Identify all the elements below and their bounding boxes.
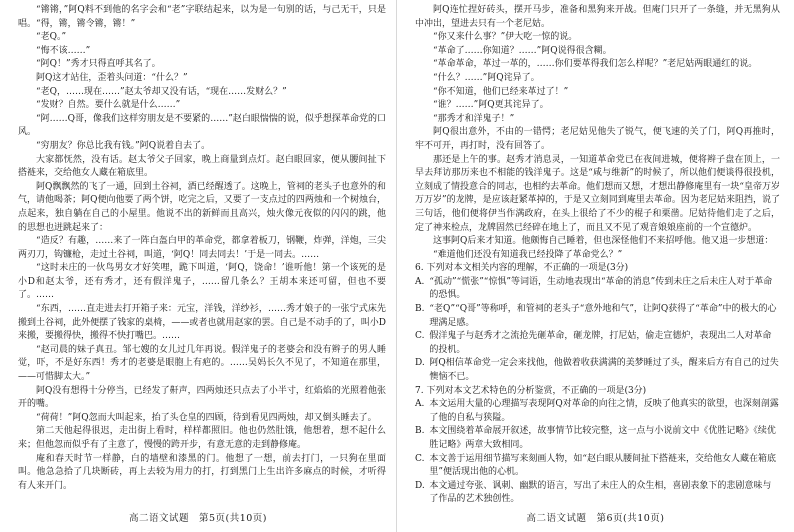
story-paragraph: “造反？有趣，……来了一阵白盔白甲的革命党，都拿着板刀，钢鞭，炸弹，洋炮，三尖两刃刀，钩镰枪，走过土谷祠，叫道，‘阿Q！同去同去！’于是一同去。…… (18, 236, 386, 260)
question-stem: 6. 下列对本文相关内容的理解，不正确的一项是(3分) (415, 263, 629, 274)
answer-option (415, 453, 780, 480)
option-text: 本文运用大量的心理描写表现阿Q对革命的向往之情，反映了他真实的欲望，也深刻剖露了他的自私与狭隘。 (429, 399, 779, 423)
option-text: 本文通过夸张、讽刺、幽默的语言，写出了未庄人的众生相，喜剧表象下的悲剧意味与了作品的艺术独创性。 (429, 480, 772, 505)
answer-option (415, 425, 780, 452)
question-stem: 7. 下列对本文艺术特色的分析鉴赏，不正确的一项是(3分) (415, 385, 647, 396)
option-letter: C. (415, 453, 425, 464)
story-paragraph: “革命了……你知道？……”阿Q说得很含糊。 (433, 45, 612, 56)
option-letter: D. (415, 358, 425, 369)
option-letter: B. (415, 304, 425, 315)
story-paragraph: 这事阿Q后来才知道。他颇悔自己睡着，但也深怪他们不来招呼他。他又退一步想道： (433, 236, 774, 247)
answer-option (415, 330, 780, 357)
story-paragraph: 那还是上午的事。赵秀才消息灵，一知道革命党已在夜间进城，便将辫子盘在顶上，一早去拜访那历来也不相能的钱洋鬼子。这是“咸与维新”的时候了，所以他们便谈得很投机，立刻成了情投意合的同志，也相约去革命。他们想而又想，才想出静修庵里有一块“皇帝万岁万万岁”的龙牌，是应该赶紧革掉的，于是又立刻同到庵里去革命。因为老尼姑来阻挡，说了三句话，他们便将伊当作满政府，在头上很给了不少的棍子和栗凿。尼姑待他们走了之后，定了神来检点，龙牌固然已经碎在地上了，而且又不见了观音娘娘座前的一个宣德炉。 (415, 154, 780, 233)
page-5-footer: 高二语文试题 第5页(共10页) (128, 513, 268, 524)
story-paragraph: “发财？自然。要什么就是什么……” (36, 100, 181, 111)
story-paragraph: “什么？……”阿Q诧异了。 (433, 72, 540, 83)
story-paragraph: “你不知道，他们已经来革过了！” (433, 86, 569, 97)
story-paragraph: “那秀才和洋鬼子！” (433, 113, 515, 124)
story-paragraph: 阿Q这才站住，歪着头问道：“什么？” (36, 72, 188, 83)
option-text: 本文围绕着革命展开叙述，故事情节比较完整，这一点与小说前文中《优胜记略》《续优胜记略》两章大致相同。 (429, 426, 776, 450)
story-paragraph: 阿Q飘飘然的飞了一通，回到土谷祠，酒已经醒透了。这晚上，管祠的老头子也意外的和气，请他喝茶；阿Q便向他要了两个饼，吃完之后，又要了一支点过的四两烛和一个树烛台，点起来，独自躺在自己的小屋里。他说不出的新鲜而且高兴，烛火像元夜似的闪闪的跳，他的思想也迸跳起来了： (18, 181, 386, 233)
answer-option (415, 480, 780, 507)
story-paragraph: 阿Q连忙捏好砖头，摆开马步，准备和黑狗来开战。但庵门只开了一条缝，并无黑狗从中冲出，望进去只有一个老尼姑。 (415, 5, 780, 29)
option-text: “老Q”“Q哥”等称呼，和管祠的老头子“意外地和气”，让阿Q获得了“革命”中的极大的心理满足感。 (429, 304, 777, 328)
answer-option (415, 276, 780, 303)
story-paragraph: “东西，……直走进去打开箱子来：元宝，洋钱，洋纱衫，……秀才娘子的一张宁式床先搬到土谷祠，此外便摆了钱家的桌椅，——或者也就用赵家的罢。自己是不动手的了，叫小D来搬，要搬得快，搬得不快打嘴巴。…… (18, 304, 386, 342)
story-paragraph: “锵锵，”阿Q料不到他的名字会和“老”字联结起来，以为是一句别的话，与己无干，只是唱。“得，锵，锵令锵，锵！” (18, 5, 386, 29)
page-6-text (415, 4, 780, 505)
page-6-footer: 高二语文试题 第6页(共10页) (526, 513, 665, 524)
option-letter: A. (415, 276, 425, 287)
option-letter: C. (415, 331, 425, 342)
option-text: “孤动”“慌张”“惊惧”等词语，生动地表现出“革命的消息”传到未庄之后未庄人对于革命的恐惧。 (429, 276, 773, 301)
story-paragraph: 阿Q没有想得十分停当，已经发了鼾声，四两烛还只点去了小半寸，红焰焰的光照着他张开的嘴。 (18, 385, 386, 410)
answer-option (415, 398, 780, 425)
story-paragraph: “悔不该……” (36, 45, 91, 56)
option-letter: A. (415, 399, 425, 410)
option-text: 本文善于运用细节描写来刻画人物，如“赵白眼从腰间扯下搭裢来，交给他女人藏在箱底里”便活现出他的心机。 (429, 453, 776, 478)
story-paragraph: “荷荷！”阿Q忽而大叫起来，抬了头仓皇的四顾，待到看见四两烛，却又倒头睡去了。 (36, 412, 377, 423)
option-text: 阿Q相信革命党一定会来找他，他做着收获满满的美梦睡过了头，醒来后方有自己的过失懊恼不已。 (429, 358, 779, 383)
story-paragraph: “阿……Q哥，像我们这样穷朋友是不要紧的……”赵白眼惴惴的说，似乎想探革命党的口风。 (18, 113, 386, 138)
story-paragraph: 庵和春天时节一样静，白的墙壁和漆黑的门。他想了一想，前去打门，一只狗在里面叫。他急急拾了几块断砖，再上去较为用力的打，打到黑门上生出许多麻点的时候，才听得有人来开门。 (18, 453, 386, 491)
story-paragraph: “老Q。” (36, 32, 67, 43)
exam-page-6 (397, 0, 794, 532)
story-paragraph: 大家都怃然，没有话。赵太爷父子回家，晚上商量到点灯。赵白眼回家，便从腰间扯下搭裢来，交给他女人藏在箱底里。 (18, 154, 386, 179)
option-letter: B. (415, 426, 425, 437)
story-paragraph: “难道他们还没有知道我已经投降了革命党么？” (433, 249, 623, 260)
story-paragraph: “你又来什么事？”伊大吃一惊的说。 (433, 32, 578, 43)
story-paragraph: “赵司晨的妹子真丑。邹七嫂的女儿过几年再说。假洋鬼子的老婆会和没有辫子的男人睡觉，吓，不是好东西！秀才的老婆是眼胞上有疤的。……吴妈长久不见了，不知道在那里，——可惜脚太大。” (18, 344, 386, 383)
story-paragraph: “谁？……”阿Q更其诧异了。 (433, 100, 549, 111)
story-paragraph: “革命革命，革过一革的，……你们要革得我们怎么样呢？”老尼姑两眼通红的说。 (433, 59, 758, 70)
story-paragraph: “老Q，……现在……”赵太爷却又没有话，“现在……发财么？” (36, 86, 287, 97)
answer-option (415, 357, 780, 384)
answer-option (415, 303, 780, 330)
story-paragraph: 第二天他起得很迟，走出街上看时，样样都照旧。他也仍然肚饿，他想着，想不起什么来；但他忽而似乎有了主意了，慢慢的跨开步，有意无意的走到静修庵。 (18, 426, 386, 450)
option-text: 假洋鬼子与赵秀才之流抢先砸革命，砸龙牌，打尼姑，偷走宣德炉，表现出二人对革命的投机。 (429, 331, 772, 355)
story-paragraph: 阿Q很出意外，不由的一错愕；老尼姑见他失了锐气，便飞速的关了门，阿Q再推时，牢不可开，再打时，没有回答了。 (415, 127, 780, 151)
story-paragraph: “穷朋友？你总比我有钱。”阿Q说着自去了。 (36, 140, 211, 151)
option-letter: D. (415, 480, 425, 491)
story-paragraph: “阿Q！”秀才只得直呼其名了。 (36, 59, 161, 70)
page-5-text (18, 4, 386, 498)
story-paragraph: “这时未庄的一伙鸟男女才好笑哩，跪下叫道，‘阿Q，饶命！’谁听他！第一个该死的是小D和赵太爷，还有秀才，还有假洋鬼子，……留几条么？王胡本来还可留，但也不要了。…… (18, 263, 386, 301)
